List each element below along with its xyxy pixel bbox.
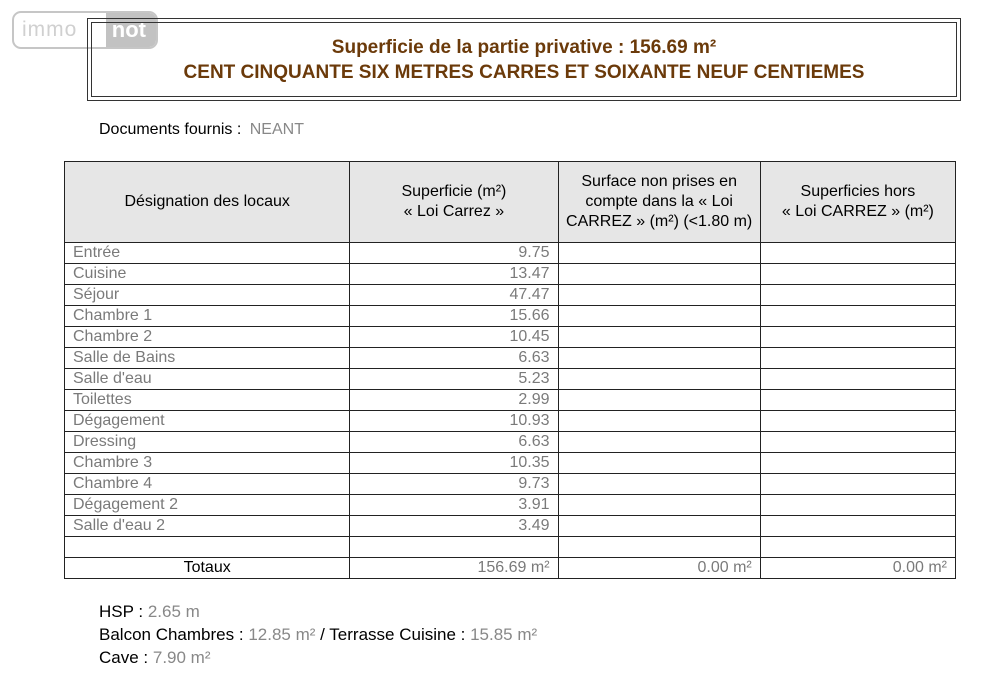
documents-label: Documents fournis :: [99, 121, 242, 138]
row-non-prises: [558, 348, 760, 369]
row-hors-carrez: [760, 348, 955, 369]
balcon-terrasse-line: [99, 623, 537, 646]
separator: /: [320, 625, 325, 644]
row-carrez-area: 13.47: [350, 264, 558, 285]
row-non-prises: [558, 369, 760, 390]
row-carrez-area: 15.66: [350, 306, 558, 327]
cave-label: Cave :: [99, 648, 149, 667]
totals-row: [65, 558, 956, 579]
table-row: [65, 453, 956, 474]
row-designation: Salle d'eau: [65, 369, 350, 390]
row-hors-carrez: [760, 369, 955, 390]
terrasse-value: 15.85 m²: [470, 625, 538, 644]
row-non-prises: [558, 453, 760, 474]
row-hors-carrez: [760, 495, 955, 516]
totals-carrez: 156.69 m²: [350, 558, 558, 579]
table-row: [65, 327, 956, 348]
row-designation: Séjour: [65, 285, 350, 306]
row-hors-carrez: [760, 285, 955, 306]
row-carrez-area: 9.73: [350, 474, 558, 495]
documents-value: NEANT: [249, 121, 304, 138]
row-designation: Salle de Bains: [65, 348, 350, 369]
row-designation: Toilettes: [65, 390, 350, 411]
totals-label: Totaux: [65, 558, 350, 579]
row-designation: Dégagement 2: [65, 495, 350, 516]
documents-provided: [99, 121, 304, 139]
table-row: [65, 411, 956, 432]
row-designation: Cuisine: [65, 264, 350, 285]
row-non-prises: [558, 411, 760, 432]
watermark-text-right: not: [106, 13, 156, 47]
row-non-prises: [558, 495, 760, 516]
hsp-label: HSP :: [99, 602, 144, 621]
header-hors-carrez: Superficies hors « Loi CARREZ » (m²): [760, 162, 955, 243]
row-non-prises: [558, 390, 760, 411]
table-row: [65, 369, 956, 390]
row-carrez-area: 5.23: [350, 369, 558, 390]
surface-table: [64, 161, 956, 579]
row-designation: Entrée: [65, 243, 350, 264]
row-carrez-area: 9.75: [350, 243, 558, 264]
row-hors-carrez: [760, 516, 955, 537]
row-non-prises: [558, 243, 760, 264]
surface-title-words: CENT CINQUANTE SIX METRES CARRES ET SOIXANTE NEUF CENTIEMES: [183, 61, 865, 83]
row-designation: Salle d'eau 2: [65, 516, 350, 537]
row-carrez-area: [350, 537, 558, 558]
row-designation: Chambre 2: [65, 327, 350, 348]
balcon-label: Balcon Chambres :: [99, 625, 244, 644]
table-row: [65, 495, 956, 516]
row-designation: [65, 537, 350, 558]
row-carrez-area: 10.93: [350, 411, 558, 432]
row-designation: Dressing: [65, 432, 350, 453]
header-non-prises: Surface non prises en compte dans la « Loi CARREZ » (m²) (<1.80 m): [558, 162, 760, 243]
row-designation: Chambre 1: [65, 306, 350, 327]
terrasse-label: Terrasse Cuisine :: [329, 625, 466, 644]
row-hors-carrez: [760, 453, 955, 474]
table-row: [65, 516, 956, 537]
cave-value: 7.90 m²: [152, 648, 211, 667]
header-carrez: Superficie (m²) « Loi Carrez »: [350, 162, 558, 243]
row-carrez-area: 6.63: [350, 432, 558, 453]
row-designation: Chambre 4: [65, 474, 350, 495]
row-non-prises: [558, 432, 760, 453]
row-non-prises: [558, 516, 760, 537]
table-row: [65, 537, 956, 558]
totals-hors: 0.00 m²: [760, 558, 955, 579]
table-row: [65, 432, 956, 453]
additional-info: [99, 600, 537, 669]
row-carrez-area: 10.45: [350, 327, 558, 348]
row-non-prises: [558, 306, 760, 327]
table-row: [65, 474, 956, 495]
row-non-prises: [558, 327, 760, 348]
row-carrez-area: 6.63: [350, 348, 558, 369]
cave-line: [99, 646, 537, 669]
balcon-value: 12.85 m²: [248, 625, 316, 644]
row-carrez-area: 3.91: [350, 495, 558, 516]
table-row: [65, 264, 956, 285]
row-non-prises: [558, 474, 760, 495]
row-designation: Chambre 3: [65, 453, 350, 474]
table-row: [65, 348, 956, 369]
table-header-row: [65, 162, 956, 243]
row-non-prises: [558, 285, 760, 306]
hsp-line: [99, 600, 537, 623]
totals-non-prises: 0.00 m²: [558, 558, 760, 579]
table-row: [65, 390, 956, 411]
row-hors-carrez: [760, 411, 955, 432]
row-carrez-area: 10.35: [350, 453, 558, 474]
row-hors-carrez: [760, 327, 955, 348]
row-carrez-area: 2.99: [350, 390, 558, 411]
row-hors-carrez: [760, 474, 955, 495]
row-hors-carrez: [760, 537, 955, 558]
hsp-value: 2.65 m: [147, 602, 200, 621]
row-carrez-area: 3.49: [350, 516, 558, 537]
table-row: [65, 306, 956, 327]
row-non-prises: [558, 537, 760, 558]
header-designation: Désignation des locaux: [65, 162, 350, 243]
surface-title: Superficie de la partie privative : 156.69 m²: [331, 36, 717, 58]
row-carrez-area: 47.47: [350, 285, 558, 306]
row-hors-carrez: [760, 306, 955, 327]
table-row: [65, 285, 956, 306]
row-hors-carrez: [760, 264, 955, 285]
row-hors-carrez: [760, 432, 955, 453]
row-hors-carrez: [760, 243, 955, 264]
surface-title-box: [87, 18, 961, 101]
watermark-text-left: immo: [22, 18, 78, 41]
row-designation: Dégagement: [65, 411, 350, 432]
row-hors-carrez: [760, 390, 955, 411]
row-non-prises: [558, 264, 760, 285]
table-row: [65, 243, 956, 264]
